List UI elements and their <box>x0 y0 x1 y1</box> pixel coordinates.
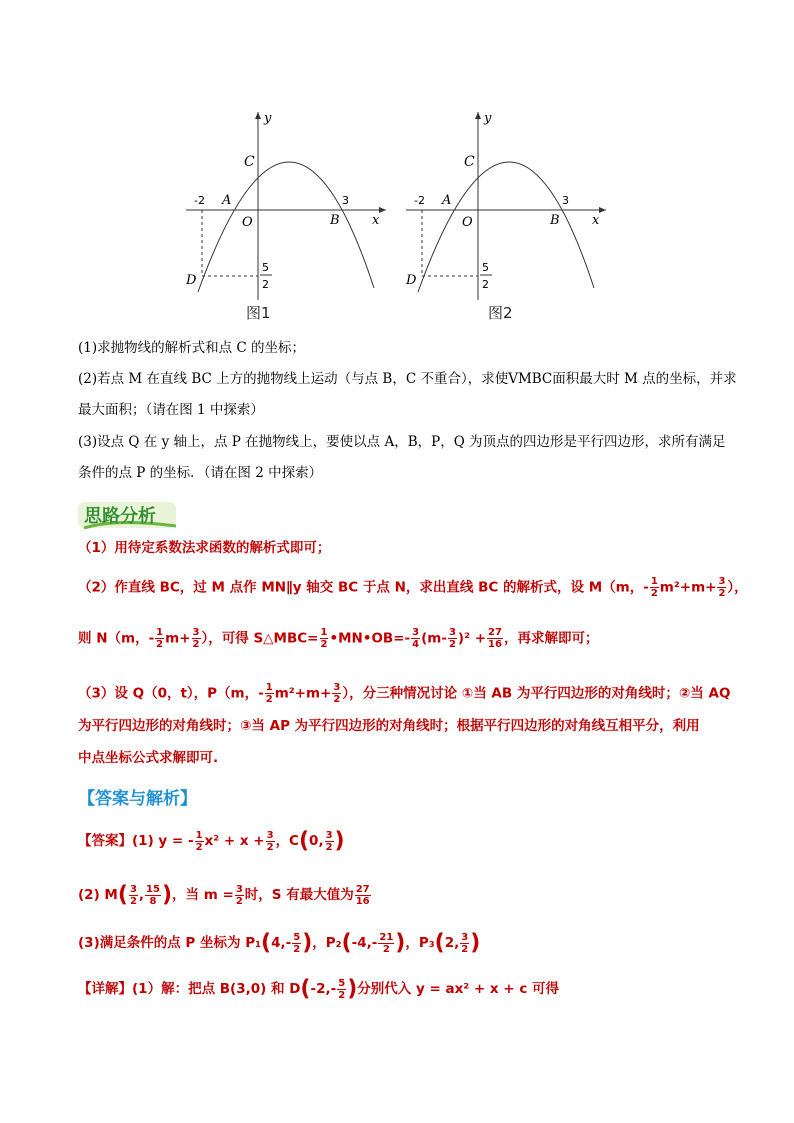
label-O: O <box>242 215 253 230</box>
label-three: 3 <box>342 194 349 207</box>
y-axis-arrow <box>475 112 481 119</box>
x-axis-arrow <box>599 207 606 213</box>
analysis-logo <box>76 498 180 532</box>
detail-1: 【详解】(1）解：把点 B(3,0) 和 D(-2,- $\frac{5}{2}$ )分别代入 y = ax² + x + c 可得 <box>78 976 560 1002</box>
question-1: (1)求抛物线的解析式和点 C 的坐标； <box>78 340 306 356</box>
label-A: A <box>222 193 232 208</box>
label-x: x <box>372 213 380 228</box>
figure-1-graph <box>176 100 416 330</box>
label-D: D <box>406 273 417 288</box>
parabola <box>418 162 594 292</box>
answer-heading: 【答案与解析】 <box>78 789 197 809</box>
parabola <box>198 162 374 292</box>
label-five: 5 <box>262 261 269 274</box>
label-A: A <box>442 193 452 208</box>
figure-1-caption: 图1 <box>246 304 271 322</box>
label-two: 2 <box>482 278 489 291</box>
label-five: 5 <box>482 261 489 274</box>
logo-text: 思路分析 <box>84 506 156 527</box>
figure-2-caption: 图2 <box>488 304 513 322</box>
analysis-4: （3）设 Q（0，t），P（m，- $\frac{1}{2}$ m²+m+ $\frac{3}{2}$ ），分三种情况讨论 ①当 AB 为平行四边形的对角线时；②当 AQ <box>78 682 731 705</box>
analysis-2-mid: m²+m+ <box>659 579 717 596</box>
label-O: O <box>462 215 473 230</box>
label-two: 2 <box>262 278 269 291</box>
analysis-logo-graphic <box>76 498 180 532</box>
analysis-2-end: ）， <box>727 579 748 596</box>
answer-2: (2) M( $\frac{3}{2}$ , $\frac{15}{8}$ )，当 m = $\frac{3}{2}$ 时，S 有最大值为 $\frac{27}{16}$ <box>78 882 370 908</box>
label-B: B <box>330 213 340 228</box>
answer-3: (3)满足条件的点 P 坐标为 P₁(4,- $\frac{5}{2}$ )，P₂(-4,- $\frac{21}{2}$ )，P₃(2, $\frac{3}{2}$ ) <box>78 930 481 956</box>
label-y: y <box>484 111 492 126</box>
label-B: B <box>550 213 560 228</box>
label-y: y <box>264 111 272 126</box>
x-axis-arrow <box>379 207 386 213</box>
label-three: 3 <box>562 194 569 207</box>
figure-2-graph <box>396 100 636 330</box>
label-C: C <box>244 154 255 170</box>
analysis-6: 中点坐标公式求解即可. <box>78 750 219 766</box>
analysis-2 <box>78 576 748 599</box>
analysis-3: 则 N（m，- $\frac{1}{2}$ m+ $\frac{3}{2}$ ），可得 S△MBC= $\frac{1}{2}$ •MN•OB=- $\frac{3}{4}$ (m- $\frac{3}{2}$ )² + $\frac{27}{16}$ ，再求解即可； <box>78 627 599 650</box>
question-3-line-1: (3)设点 Q 在 y 轴上，点 P 在抛物线上，要使以点 A，B，P，Q 为顶点的四边形是平行四边形，求所有满足 <box>78 434 726 450</box>
question-2-line-1: (2)若点 M 在直线 BC 上方的抛物线上运动（与点 B，C 不重合），求使VMBC面积最大时 M 点的坐标，并求 <box>78 371 737 387</box>
figure-2 <box>396 100 636 330</box>
figure-1 <box>176 100 416 330</box>
analysis-1: （1）用待定系数法求函数的解析式即可； <box>78 540 331 556</box>
y-axis-arrow <box>255 112 261 119</box>
label-x: x <box>592 213 600 228</box>
analysis-5: 为平行四边形的对角线时；③当 AP 为平行四边形的对角线时；根据平行四边形的对角线互相平分，利用 <box>78 718 700 734</box>
answer-1: 【答案】(1) y = - $\frac{1}{2}$ x² + x + $\frac{3}{2}$ ，C(0, $\frac{3}{2}$ ) <box>78 828 345 854</box>
label-D: D <box>186 273 197 288</box>
frac-1-2: $\frac{1}{2}$ <box>650 576 658 599</box>
question-3-line-2: 条件的点 P 的坐标．（请在图 2 中探索） <box>78 465 323 481</box>
analysis-2-prefix: （2）作直线 BC，过 M 点作 MN∥y 轴交 BC 于点 N，求出直线 BC 的解析式，设 M（m，- <box>78 579 649 596</box>
label-C: C <box>464 154 475 170</box>
label-neg2: -2 <box>194 194 205 207</box>
question-2-line-2: 最大面积；（请在图 1 中探索） <box>78 402 264 418</box>
label-neg2: -2 <box>414 194 425 207</box>
frac-3-2: $\frac{3}{2}$ <box>718 576 726 599</box>
